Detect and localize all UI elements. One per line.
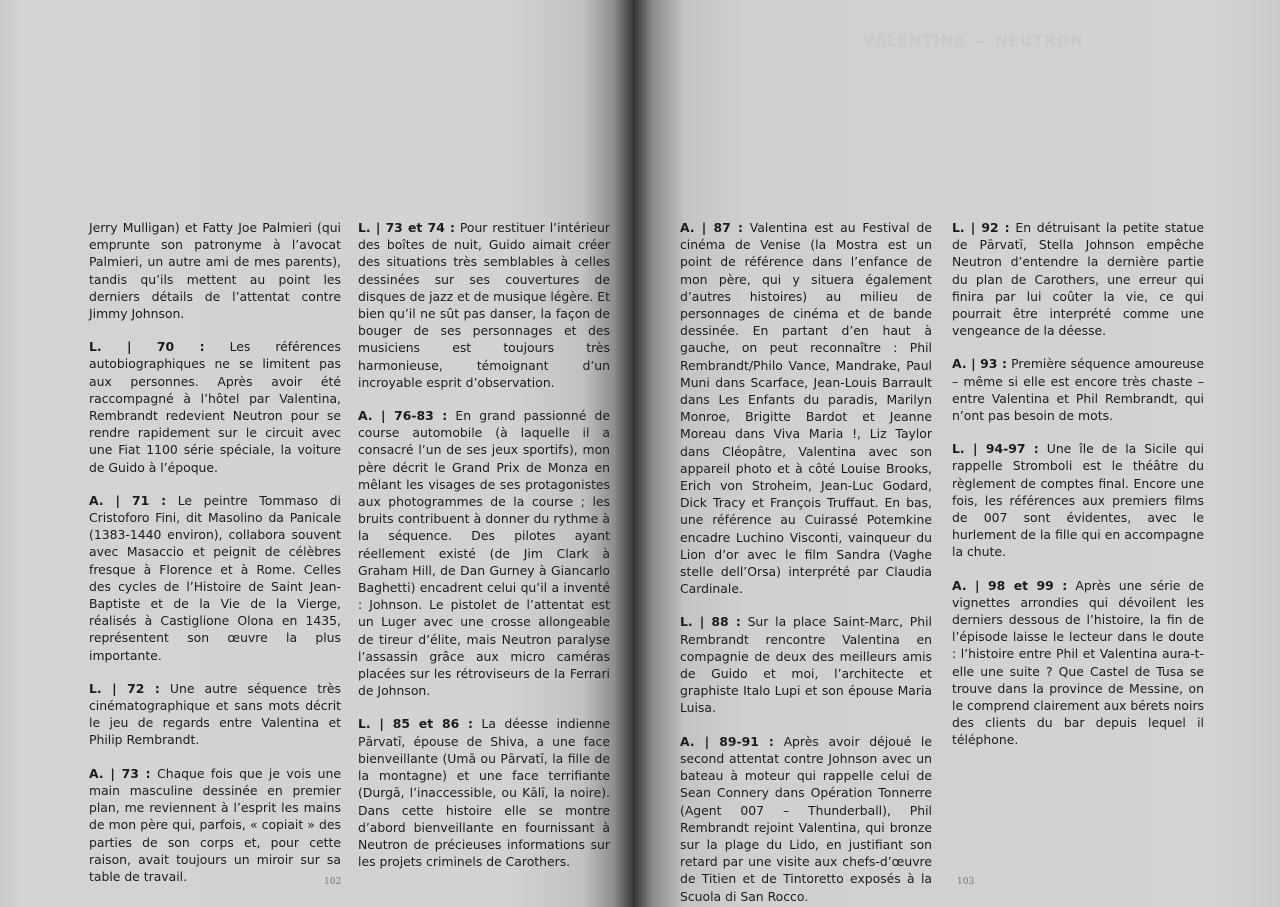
note-paragraph (952, 355, 1204, 424)
note-text: Pour restituer l’intérieur des boîtes de nuit, Guido aimait créer des situations très semblables à celles dessinées sur ses couvertures de disques de jazz et de musique légère. Et bien qu’il ne sût pas danser, la façon de bouger de ses personnages et des musiciens est toujours très harmonieuse, témoignant d’un incroyable esprit d’observation. (358, 220, 610, 390)
note-text: Une île de la Sicile qui rappelle Stromboli est le théâtre du règlement de comptes final. Encore une fois, les références aux premiers films de 007 sont évidentes, avec le hurlement de la fille qui en accompagne la chute. (952, 441, 1204, 560)
note-marker: A. | 76-83 : (358, 408, 448, 424)
right-column-1 (680, 219, 932, 907)
note-paragraph (680, 613, 932, 716)
left-page (0, 0, 633, 907)
note-marker: L. | 73 et 74 : (358, 220, 455, 235)
note-marker: A. | 98 et 99 : (952, 577, 1068, 593)
note-paragraph (952, 440, 1204, 560)
note-text: Chaque fois que je vois une main masculine dessinée en premier plan, me reviennent à l’esprit les mains de mon père qui, parfois, « copiait » des parties de son corps et, pour cette raison, avait toujours un miroir sur sa table de travail. (89, 765, 341, 884)
note-marker: L. | 92 : (952, 220, 1010, 235)
note-paragraph (680, 733, 932, 905)
note-text: En détruisant la petite statue de Pārvatī, Stella Johnson empêche Neutron d’entendre la dernière partie du plan de Carothers, une erreur qui finira par lui coûter la vie, ce qui pourrait être interprété comme une vengeance de la déesse. (952, 220, 1204, 339)
note-marker: L. | 85 et 86 : (358, 716, 473, 732)
note-paragraph (358, 407, 610, 699)
note-text: Jerry Mulligan) et Fatty Joe Palmieri (qui emprunte son patronyme à l’avocat Palmieri, un autre ami de mes parents), tandis qu’ils mettent au point les derniers détails de l’attentat contre Jimmy Johnson. (89, 220, 341, 322)
note-marker: A. | 73 : (89, 765, 151, 781)
note-marker: A. | 89-91 : (680, 733, 774, 749)
left-column-1 (89, 219, 341, 901)
note-text: Après avoir déjoué le second attentat contre Johnson avec un bateau à moteur qui rappelle celui de Sean Connery dans Opération Tonnerre (Agent 007 – Thunderball), Phil Rembrandt rejoint Valentina, qui bronze sur la plage du Lido, en justifiant son retard par une visite aux chefs-d’œuvre de Titien et de Tintoretto exposés à la Scuola di San Rocco. (680, 733, 932, 904)
note-paragraph (952, 577, 1204, 749)
note-marker: A. | 93 : (952, 356, 1007, 372)
note-text: La déesse indienne Pārvatī, épouse de Shiva, a une face bienveillante (Umā ou Pārvatī, la fille de la montagne) et une face terrifiante (Durgā, l’inaccessible, ou Kālī, la noire). Dans cette histoire elle se montre d’abord bienveillante en fournissant à Neutron de précieuses informations sur les projets criminels de Carothers. (358, 716, 610, 870)
note-paragraph (358, 715, 610, 870)
note-paragraph (89, 492, 341, 664)
note-text: Les références autobiographiques ne se limitent pas aux personnes. Après avoir été raccompagné à l’hôtel par Valentina, Rembrandt redevient Neutron pour se rendre rapidement sur le circuit avec une Fiat 1100 série spéciale, la voiture de Guido à l’époque. (89, 339, 341, 475)
note-paragraph (89, 338, 341, 476)
left-column-2 (358, 219, 610, 886)
note-paragraph (358, 219, 610, 391)
note-paragraph (89, 219, 341, 322)
note-paragraph (952, 219, 1204, 339)
note-marker: A. | 71 : (89, 492, 167, 508)
page-number: 102 (324, 877, 342, 887)
note-text: Valentina est au Festival de cinéma de Venise (la Mostra est un point de référence dans l’enfance de mon père, qui y situera également d’autres histoires) au milieu de personnages de cinéma et de bande dessinée. En partant d’en haut à gauche, on peut reconnaître : Phil Rembrandt/Philo Vance, Mandrake, Paul Muni dans Scarface, Jean-Louis Barrault dans Les Enfants du paradis, Marilyn Monroe, Brigitte Bardot et Jeanne Moreau dans Viva Maria !, Liz Taylor dans Cléopâtre, Valentina avec son appareil photo et à côté Louise Brooks, Erich von Stroheim, Jean-Luc Godard, Dick Tracy et François Truffaut. En bas, une référence au Cuirassé Potemkine encadre Luchino Visconti, vainqueur du Lion d’or avec le film Sandra (Vaghe stelle dell’Orsa) interprété par Claudia Cardinale. (680, 220, 932, 597)
note-marker: A. | 87 : (680, 220, 743, 235)
note-text: Le peintre Tommaso di Cristoforo Fini, dit Masolino da Panicale (1383-1440 environ), collabora souvent avec Masaccio et peignit de célèbres fresque à Florence et à Rome. Celles des cycles de l’Histoire de Saint Jean-Baptiste et de la Vie de la Vierge, réalisés à Castiglione Olona en 1435, représentent son œuvre la plus importante. (89, 492, 341, 663)
note-text: Première séquence amoureuse – même si elle est encore très chaste – entre Valentina et Phil Rembrandt, qui n’ont pas besoin de mots. (952, 356, 1204, 424)
note-text: Après une série de vignettes arrondies qui dévoilent les derniers dessous de l’histoire, la fin de l’épisode laisse le lecteur dans le doute : l’histoire entre Phil et Valentina aura-t-elle une suite ? Que Castel de Tusa se trouve dans la province de Messine, on le comprend clairement aux bérets noirs des clients du bar depuis lequel il téléphone. (952, 577, 1204, 748)
note-marker: L. | 70 : (89, 339, 205, 355)
note-text: En grand passionné de course automobile (à laquelle il a consacré l’un de ses jeux sportifs), mon père décrit le Grand Prix de Monza en mêlant les visages de ses protagonistes aux photogrammes de la course ; les bruits contribuent à donner du rythme à la séquence. Des pilotes ayant réellement existé (de Jim Clark à Graham Hill, de Dan Gurney à Giancarlo Baghetti) encadrent celui qu’il a inventé : Johnson. Le pistolet de l’attentat est un Luger avec une crosse allongeable de tireur d’élite, mais Neutron paralyse l’assassin grâce aux micro caméras placées sur les rétroviseurs de la Ferrari de Johnson. (358, 408, 610, 699)
note-marker: L. | 94-97 : (952, 441, 1039, 457)
note-paragraph (89, 680, 341, 749)
right-column-2 (952, 219, 1204, 765)
page-number: 103 (957, 877, 975, 887)
note-marker: L. | 72 : (89, 680, 160, 696)
note-marker: L. | 88 : (680, 614, 741, 630)
note-paragraph (680, 219, 932, 597)
note-paragraph (89, 765, 341, 885)
right-page (633, 0, 1280, 907)
running-head: VALENTINA — NEUTRON (863, 32, 1085, 50)
note-text: Sur la place Saint-Marc, Phil Rembrandt rencontre Valentina en compagnie de deux des meilleurs amis de Guido et moi, l’architecte et graphiste Italo Lupi et son épouse Maria Luisa. (680, 614, 932, 716)
note-text: Une autre séquence très cinématographique et sans mots décrit le jeu de regards entre Valentina et Philip Rembrandt. (89, 680, 341, 748)
